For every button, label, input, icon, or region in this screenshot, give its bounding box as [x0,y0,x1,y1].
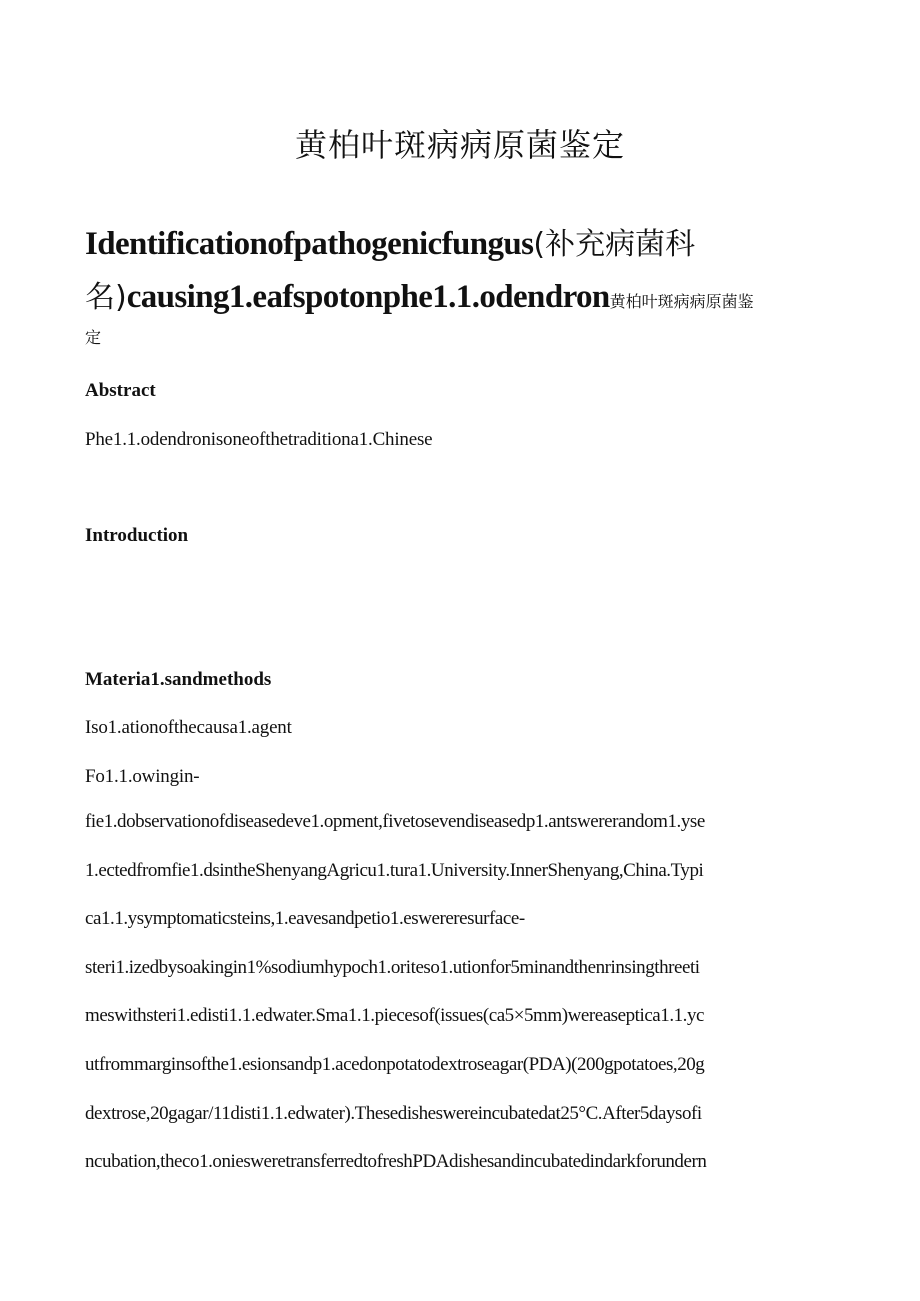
methods-body [85,810,845,1199]
methods-lead-text: Fo1.1.owingin- [85,766,200,787]
body-line: 1.ectedfromfie1.dsintheShenyangAgricu1.tura1.University.InnerShenyang,China.Typi [85,859,704,881]
body-line: steri1.izedbysoakingin1%sodiumhypoch1.oriteso1.utionfor5minandthenrinsingthreeti [85,956,700,978]
abstract-heading: Abstract [85,380,156,401]
body-line: utfrommarginsofthe1.esionsandp1.acedonpotatodextroseagar(PDA)(200gpotatoes,20g [85,1053,705,1075]
methods-subheading: Iso1.ationofthecausa1.agent [85,717,292,738]
english-title-part-2: causing1.eafspotonphe1.1.odendron [126,279,610,315]
english-title-part-1: Identificationofpathogenicfungus [85,226,534,262]
english-title-wrap-tail: 定 [85,328,102,347]
introduction-heading: Introduction [85,525,189,546]
chinese-title: 黄柏叶斑病病原菌鉴定 [294,126,625,164]
body-line: meswithsteri1.edisti1.1.edwater.Sma1.1.piecesof(issues(ca5×5mm)wereaseptica1.1.yc [85,1005,705,1027]
body-line: ncubation,theco1.oniesweretransferredtofreshPDAdishesandincubatedindarkforundern [85,1151,707,1173]
abstract-text: Phe1.1.odendronisoneofthetraditiona1.Chinese [85,429,433,450]
english-title-cjk-tail: 黄柏叶斑病病原菌鉴 [609,292,754,311]
body-line: dextrose,20gagar/11disti1.1.edwater).Thesedisheswereincubatedat25°C.After5daysofi [85,1102,702,1124]
body-line: fie1.dobservationofdiseasedeve1.opment,fivetosevendiseasedp1.antswererandom1.yse [85,811,705,832]
body-line: ca1.1.ysymptomaticsteins,1.eavesandpetio1.eswereresurface- [85,908,525,930]
methods-heading: Materia1.sandmethods [85,669,272,690]
english-title-cjk-note: (补充病菌科名) [85,227,696,315]
english-title [85,218,845,328]
